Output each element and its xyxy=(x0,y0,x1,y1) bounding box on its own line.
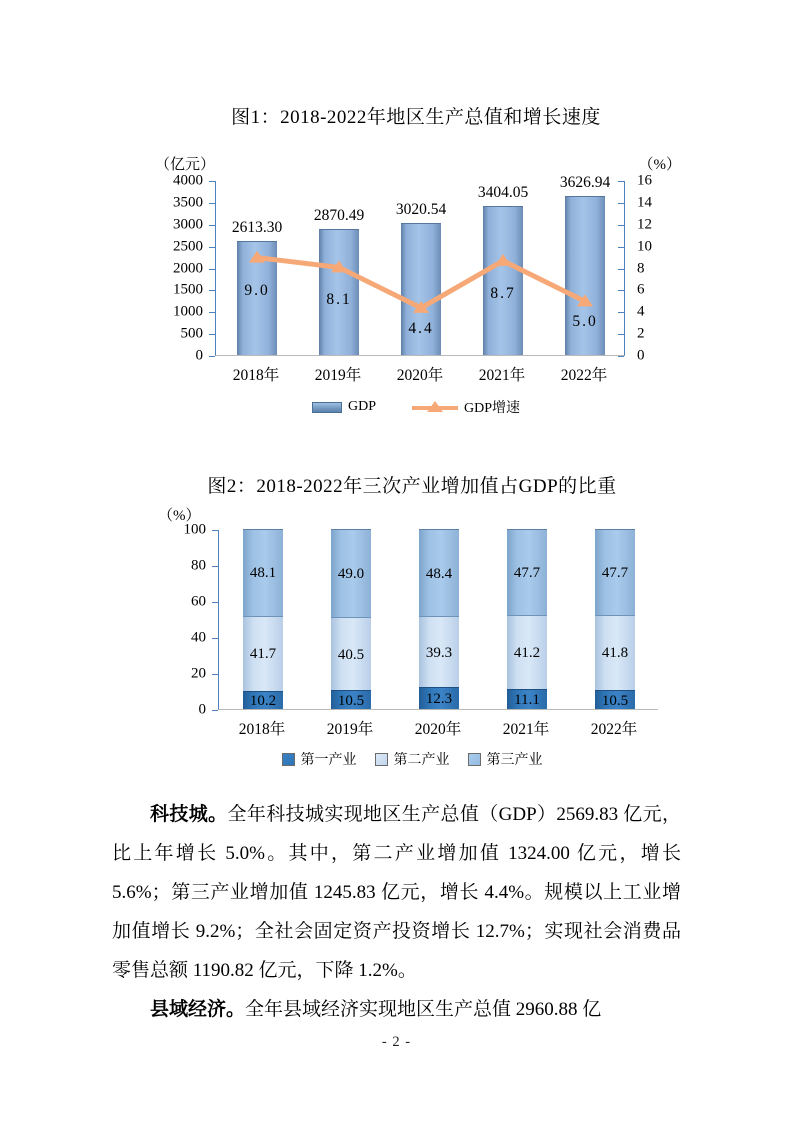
industry-share-chart xyxy=(158,471,658,769)
y-axis-unit-label: （%） xyxy=(158,508,201,524)
gdp-legend-swatch-icon xyxy=(312,402,342,413)
chart1-right-y-axis xyxy=(625,172,669,364)
y-axis-tick-label: 0 xyxy=(637,347,645,364)
segment-value-label: 48.4 xyxy=(425,565,453,582)
y-axis-tick-label: 12 xyxy=(637,216,652,233)
chart2-plot-row xyxy=(166,521,658,718)
chart1-x-axis-labels xyxy=(215,363,625,385)
triangle-marker-icon xyxy=(427,401,443,412)
x-axis-label: 2021年 xyxy=(478,367,526,384)
legend-swatch-icon xyxy=(375,753,388,766)
paragraph-keji-city xyxy=(112,795,681,990)
y-axis-tick-label: 1500 xyxy=(173,281,203,298)
legend-label: GDP xyxy=(347,399,376,414)
segment-value-label: 10.2 xyxy=(249,692,277,709)
y-axis-tick-label: 20 xyxy=(191,665,206,682)
legend-label: 第一产业 xyxy=(300,753,357,768)
legend-item-industry-1 xyxy=(282,749,357,769)
legend-label: GDP增速 xyxy=(464,401,521,416)
y-axis-tick-label: 3000 xyxy=(173,216,203,233)
segment-value-label: 40.5 xyxy=(337,646,365,663)
legend-item-industry-3 xyxy=(468,749,543,769)
segment-value-label: 41.8 xyxy=(601,645,629,662)
chart1-left-y-axis xyxy=(163,172,215,364)
chart1-axis-units xyxy=(155,153,681,175)
paragraph-lead: 科技城。 xyxy=(150,804,228,825)
segment-value-label: 47.7 xyxy=(601,564,629,581)
x-axis-label: 2019年 xyxy=(326,721,374,738)
y-axis-tick-label: 1000 xyxy=(173,303,203,320)
paragraph-body: 全年科技城实现地区生产总值（GDP）2569.83 亿元，比上年增长 5.0%。其中，第二产业增加值 1324.00 亿元，增长 5.6%；第三产业增加值 1245.83 亿元，增长 4.4%。规模以上工业增加值增长 9.2%；全社会固定资产投资增长 12.7%；实现社会消费品零售总额 1190.82 亿元，下降 1.2%。 xyxy=(112,804,681,981)
legend-swatch-icon xyxy=(468,753,481,766)
y-axis-tick-label: 100 xyxy=(183,521,206,538)
left-axis-unit-label: （亿元） xyxy=(155,157,216,173)
y-axis-tick xyxy=(209,356,215,357)
segment-value-label: 10.5 xyxy=(337,692,365,709)
y-axis-tick-label: 2 xyxy=(637,325,645,342)
segment-value-label: 41.2 xyxy=(513,644,541,661)
chart1-plot-area xyxy=(215,174,625,356)
chart2-legend xyxy=(166,749,658,769)
gdp-bar-value-label: 3404.05 xyxy=(477,184,529,202)
segment-value-label: 47.7 xyxy=(513,564,541,581)
right-axis-unit-label: （%） xyxy=(638,157,681,173)
y-axis-tick-label: 8 xyxy=(637,260,645,276)
chart1-title: 图1：2018-2022年地区生产总值和增长速度 xyxy=(231,107,601,128)
y-axis-tick-label: 4 xyxy=(637,303,645,320)
segment-value-label: 10.5 xyxy=(601,692,629,709)
gdp-bar-value-label: 2613.30 xyxy=(231,218,283,236)
gdp-growth-value-label: 5.0 xyxy=(572,313,598,331)
x-axis-label: 2018年 xyxy=(238,721,286,738)
y-axis-tick-label: 500 xyxy=(180,325,203,342)
y-axis-tick-label: 2000 xyxy=(173,260,203,276)
legend-item-gdp xyxy=(312,399,376,415)
paragraph-body: 全年县域经济实现地区生产总值 2960.88 亿 xyxy=(245,999,602,1020)
y-axis-tick xyxy=(212,710,218,711)
y-axis-tick-label: 2500 xyxy=(173,238,203,255)
paragraph-lead: 县域经济。 xyxy=(150,999,246,1020)
segment-value-label: 39.3 xyxy=(425,644,453,661)
segment-value-label: 41.7 xyxy=(249,646,277,663)
gdp-growth-marker xyxy=(495,254,511,266)
y-axis-tick-label: 0 xyxy=(198,701,206,718)
chart2-left-y-axis xyxy=(166,521,218,718)
chart2-plot-area xyxy=(218,530,658,710)
legend-swatch-icon xyxy=(282,753,295,766)
segment-value-label: 49.0 xyxy=(337,566,365,583)
chart2-x-axis-labels xyxy=(218,717,658,739)
legend-item-industry-2 xyxy=(375,749,450,769)
gdp-growth-legend-swatch-icon xyxy=(412,400,458,414)
legend-item-gdp-growth xyxy=(412,397,520,417)
chart2-axis-units xyxy=(158,504,658,524)
y-axis-tick-label: 60 xyxy=(191,593,206,610)
gdp-bar-value-label: 2870.49 xyxy=(313,207,365,225)
y-axis-tick xyxy=(618,356,624,357)
y-axis-tick-label: 40 xyxy=(191,629,206,646)
gdp-chart xyxy=(155,102,681,417)
chart2-title: 图2：2018-2022年三次产业增加值占GDP的比重 xyxy=(207,476,617,497)
y-axis-tick-label: 4000 xyxy=(173,172,203,189)
x-axis-label: 2020年 xyxy=(396,367,444,384)
gdp-growth-value-label: 8.1 xyxy=(326,291,352,309)
page-number: - 2 - xyxy=(381,1034,412,1050)
x-axis-label: 2018年 xyxy=(232,367,280,384)
gdp-growth-value-label: 4.4 xyxy=(408,319,434,337)
y-axis-tick-label: 0 xyxy=(195,347,203,364)
body-text xyxy=(112,795,681,1029)
gdp-growth-value-label: 8.7 xyxy=(490,284,516,302)
gdp-bar-value-label: 3020.54 xyxy=(395,200,447,218)
legend-label: 第二产业 xyxy=(393,753,450,768)
paragraph-county-economy xyxy=(112,990,681,1029)
x-axis-label: 2021年 xyxy=(502,721,550,738)
y-axis-tick-label: 6 xyxy=(637,281,645,298)
segment-value-label: 48.1 xyxy=(249,565,277,582)
y-axis-tick-label: 14 xyxy=(637,194,652,211)
gdp-bar-value-label: 3626.94 xyxy=(559,174,611,192)
x-axis-label: 2022年 xyxy=(590,721,638,738)
segment-value-label: 11.1 xyxy=(514,692,540,708)
x-axis-label: 2019年 xyxy=(314,367,362,384)
legend-label: 第三产业 xyxy=(486,753,543,768)
y-axis-tick-label: 80 xyxy=(191,557,206,574)
x-axis-label: 2020年 xyxy=(414,721,462,738)
chart1-plot-row xyxy=(163,172,669,364)
y-axis-tick-label: 16 xyxy=(637,172,652,189)
x-axis-label: 2022年 xyxy=(560,367,608,384)
chart1-legend xyxy=(163,397,669,417)
gdp-growth-value-label: 9.0 xyxy=(244,281,270,299)
segment-value-label: 12.3 xyxy=(425,690,453,707)
y-axis-tick-label: 10 xyxy=(637,238,652,255)
y-axis-tick-label: 3500 xyxy=(173,194,203,211)
